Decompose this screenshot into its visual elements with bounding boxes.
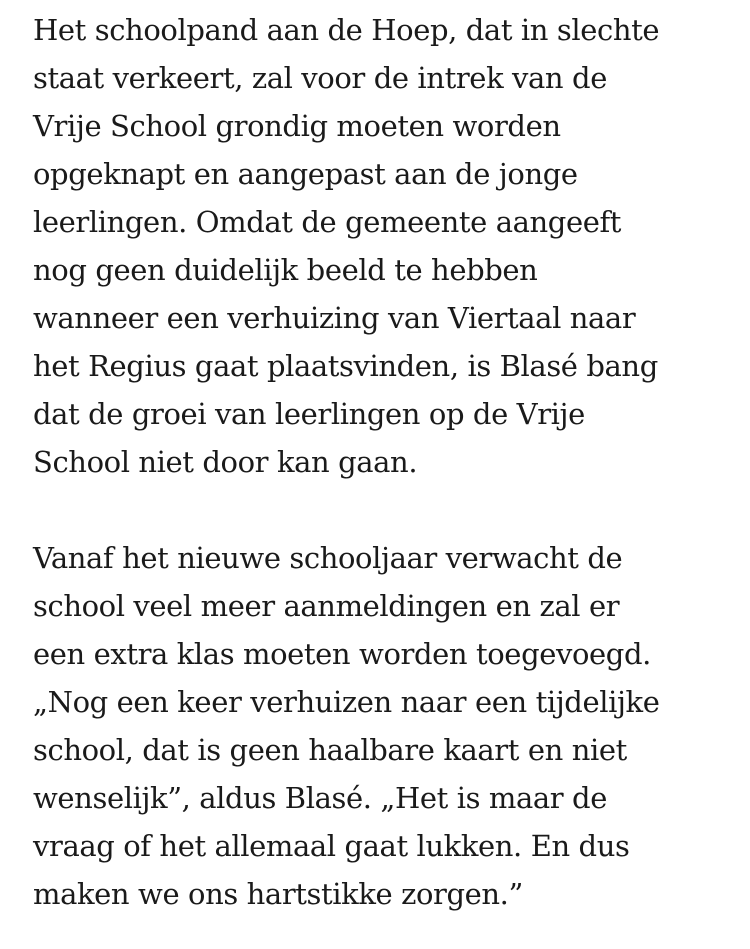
text-line: opgeknapt en aangepast aan de jonge bbox=[33, 157, 578, 191]
text-line: school, dat is geen haalbare kaart en niet bbox=[33, 733, 627, 767]
text-line: een extra klas moeten worden toegevoegd. bbox=[33, 637, 651, 671]
paragraph-2 bbox=[33, 534, 733, 918]
text-line: vraag of het allemaal gaat lukken. En dus bbox=[33, 829, 630, 863]
text-line: Vanaf het nieuwe schooljaar verwacht de bbox=[33, 541, 623, 575]
text-line: Vrije School grondig moeten worden bbox=[33, 109, 561, 143]
text-line: nog geen duidelijk beeld te hebben bbox=[33, 253, 538, 287]
text-line: school veel meer aanmeldingen en zal er bbox=[33, 589, 620, 623]
text-line: „Nog een keer verhuizen naar een tijdelijke bbox=[33, 685, 660, 719]
text-line: dat de groei van leerlingen op de Vrije bbox=[33, 397, 585, 431]
text-line: wenselijk”, aldus Blasé. „Het is maar de bbox=[33, 781, 607, 815]
paragraph-1 bbox=[33, 6, 733, 486]
text-line: Het schoolpand aan de Hoep, dat in slechte bbox=[33, 13, 660, 47]
text-line: het Regius gaat plaatsvinden, is Blasé bang bbox=[33, 349, 658, 383]
text-line: leerlingen. Omdat de gemeente aangeeft bbox=[33, 205, 622, 239]
text-line: wanneer een verhuizing van Viertaal naar bbox=[33, 301, 636, 335]
text-line: School niet door kan gaan. bbox=[33, 445, 418, 479]
text-line: maken we ons hartstikke zorgen.” bbox=[33, 877, 523, 911]
text-line: staat verkeert, zal voor de intrek van de bbox=[33, 61, 607, 95]
article-body bbox=[33, 6, 733, 918]
